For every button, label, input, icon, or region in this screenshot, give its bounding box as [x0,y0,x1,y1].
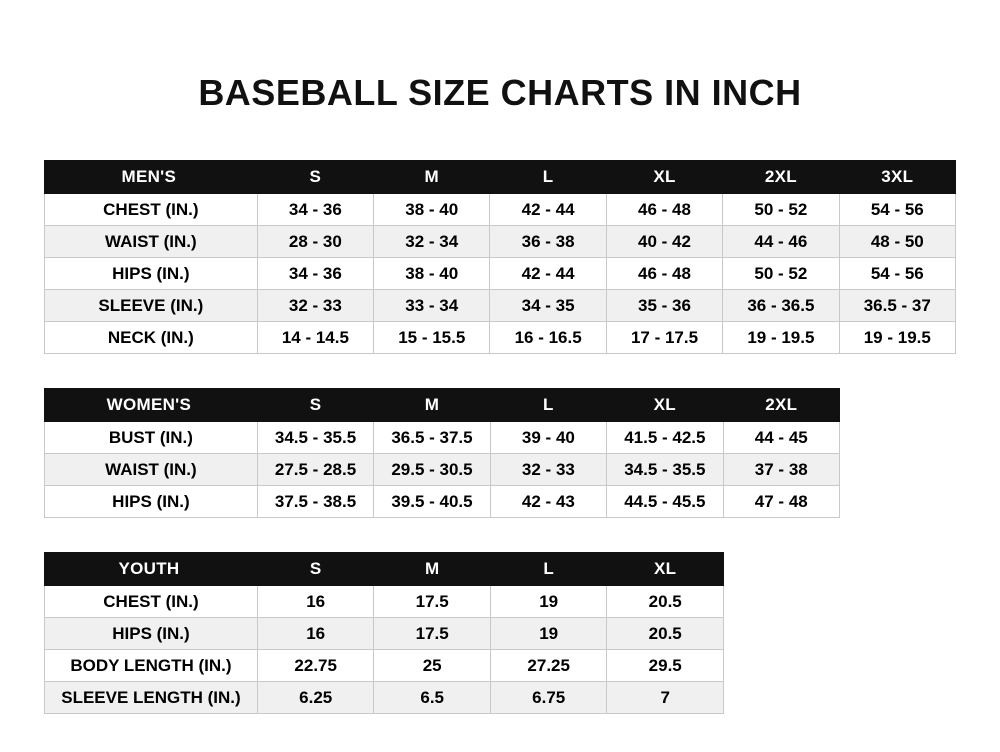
column-header: YOUTH [45,553,258,586]
table-cell: 39.5 - 40.5 [374,486,490,518]
row-label: SLEEVE (IN.) [45,290,258,322]
table-cell: 42 - 43 [490,486,606,518]
table-cell: 17.5 [374,586,491,618]
row-label: BUST (IN.) [45,422,258,454]
table-cell: 29.5 - 30.5 [374,454,490,486]
table-cell: 41.5 - 42.5 [607,422,723,454]
table-cell: 47 - 48 [723,486,839,518]
column-header: MEN'S [45,161,258,194]
womens-size-table [44,388,840,518]
table-row [45,682,724,714]
table-cell: 20.5 [607,586,724,618]
row-label: NECK (IN.) [45,322,258,354]
row-label: CHEST (IN.) [45,586,258,618]
column-header: S [257,161,373,194]
table-cell: 44.5 - 45.5 [607,486,723,518]
table-cell: 38 - 40 [374,194,490,226]
table-row [45,650,724,682]
row-label: HIPS (IN.) [45,618,258,650]
table-cell: 35 - 36 [606,290,722,322]
table-cell: 16 - 16.5 [490,322,606,354]
table-row [45,586,724,618]
youth-size-table [44,552,724,714]
table-header-row [45,161,956,194]
table-cell: 36 - 36.5 [723,290,839,322]
column-header: S [257,553,374,586]
table-cell: 27.25 [490,650,607,682]
column-header: 2XL [723,161,839,194]
mens-size-table [44,160,956,354]
table-cell: 34 - 35 [490,290,606,322]
table-cell: 54 - 56 [839,194,955,226]
table-cell: 50 - 52 [723,194,839,226]
row-label: CHEST (IN.) [45,194,258,226]
table-cell: 15 - 15.5 [374,322,490,354]
table-cell: 32 - 33 [257,290,373,322]
table-cell: 46 - 48 [606,194,722,226]
table-cell: 44 - 46 [723,226,839,258]
table-row [45,258,956,290]
column-header: 3XL [839,161,955,194]
tables-container [0,160,1000,714]
table-cell: 16 [257,586,374,618]
table-cell: 14 - 14.5 [257,322,373,354]
table-cell: 20.5 [607,618,724,650]
table-cell: 34 - 36 [257,194,373,226]
table-cell: 46 - 48 [606,258,722,290]
row-label: HIPS (IN.) [45,486,258,518]
table-cell: 36.5 - 37.5 [374,422,490,454]
table-cell: 19 - 19.5 [839,322,955,354]
table-cell: 50 - 52 [723,258,839,290]
table-cell: 7 [607,682,724,714]
table-row [45,322,956,354]
column-header: XL [606,161,722,194]
table-cell: 6.75 [490,682,607,714]
table-cell: 36.5 - 37 [839,290,955,322]
row-label: SLEEVE LENGTH (IN.) [45,682,258,714]
table-cell: 25 [374,650,491,682]
table-row [45,194,956,226]
column-header: M [374,553,491,586]
row-label: WAIST (IN.) [45,226,258,258]
column-header: L [490,553,607,586]
table-cell: 22.75 [257,650,374,682]
table-cell: 34.5 - 35.5 [257,422,373,454]
table-cell: 39 - 40 [490,422,606,454]
table-cell: 37.5 - 38.5 [257,486,373,518]
column-header: M [374,161,490,194]
table-cell: 38 - 40 [374,258,490,290]
column-header: S [257,389,373,422]
table-cell: 32 - 34 [374,226,490,258]
table-cell: 17 - 17.5 [606,322,722,354]
table-cell: 19 - 19.5 [723,322,839,354]
table-cell: 6.25 [257,682,374,714]
table-row [45,454,840,486]
table-cell: 44 - 45 [723,422,839,454]
column-header: L [490,389,606,422]
column-header: M [374,389,490,422]
table-header-row [45,553,724,586]
table-cell: 54 - 56 [839,258,955,290]
table-cell: 17.5 [374,618,491,650]
table-cell: 29.5 [607,650,724,682]
column-header: L [490,161,606,194]
table-row [45,226,956,258]
table-row [45,486,840,518]
column-header: 2XL [723,389,839,422]
table-cell: 33 - 34 [374,290,490,322]
row-label: WAIST (IN.) [45,454,258,486]
table-cell: 36 - 38 [490,226,606,258]
table-cell: 19 [490,618,607,650]
column-header: XL [607,553,724,586]
table-row [45,618,724,650]
table-cell: 19 [490,586,607,618]
table-cell: 32 - 33 [490,454,606,486]
table-row [45,422,840,454]
table-row [45,290,956,322]
table-cell: 27.5 - 28.5 [257,454,373,486]
table-cell: 34 - 36 [257,258,373,290]
row-label: HIPS (IN.) [45,258,258,290]
row-label: BODY LENGTH (IN.) [45,650,258,682]
table-cell: 16 [257,618,374,650]
table-header-row [45,389,840,422]
column-header: XL [607,389,723,422]
table-cell: 42 - 44 [490,194,606,226]
table-cell: 48 - 50 [839,226,955,258]
table-cell: 37 - 38 [723,454,839,486]
table-cell: 34.5 - 35.5 [607,454,723,486]
table-cell: 42 - 44 [490,258,606,290]
page-title: BASEBALL SIZE CHARTS IN INCH [198,72,802,113]
table-cell: 6.5 [374,682,491,714]
table-cell: 40 - 42 [606,226,722,258]
column-header: WOMEN'S [45,389,258,422]
table-cell: 28 - 30 [257,226,373,258]
